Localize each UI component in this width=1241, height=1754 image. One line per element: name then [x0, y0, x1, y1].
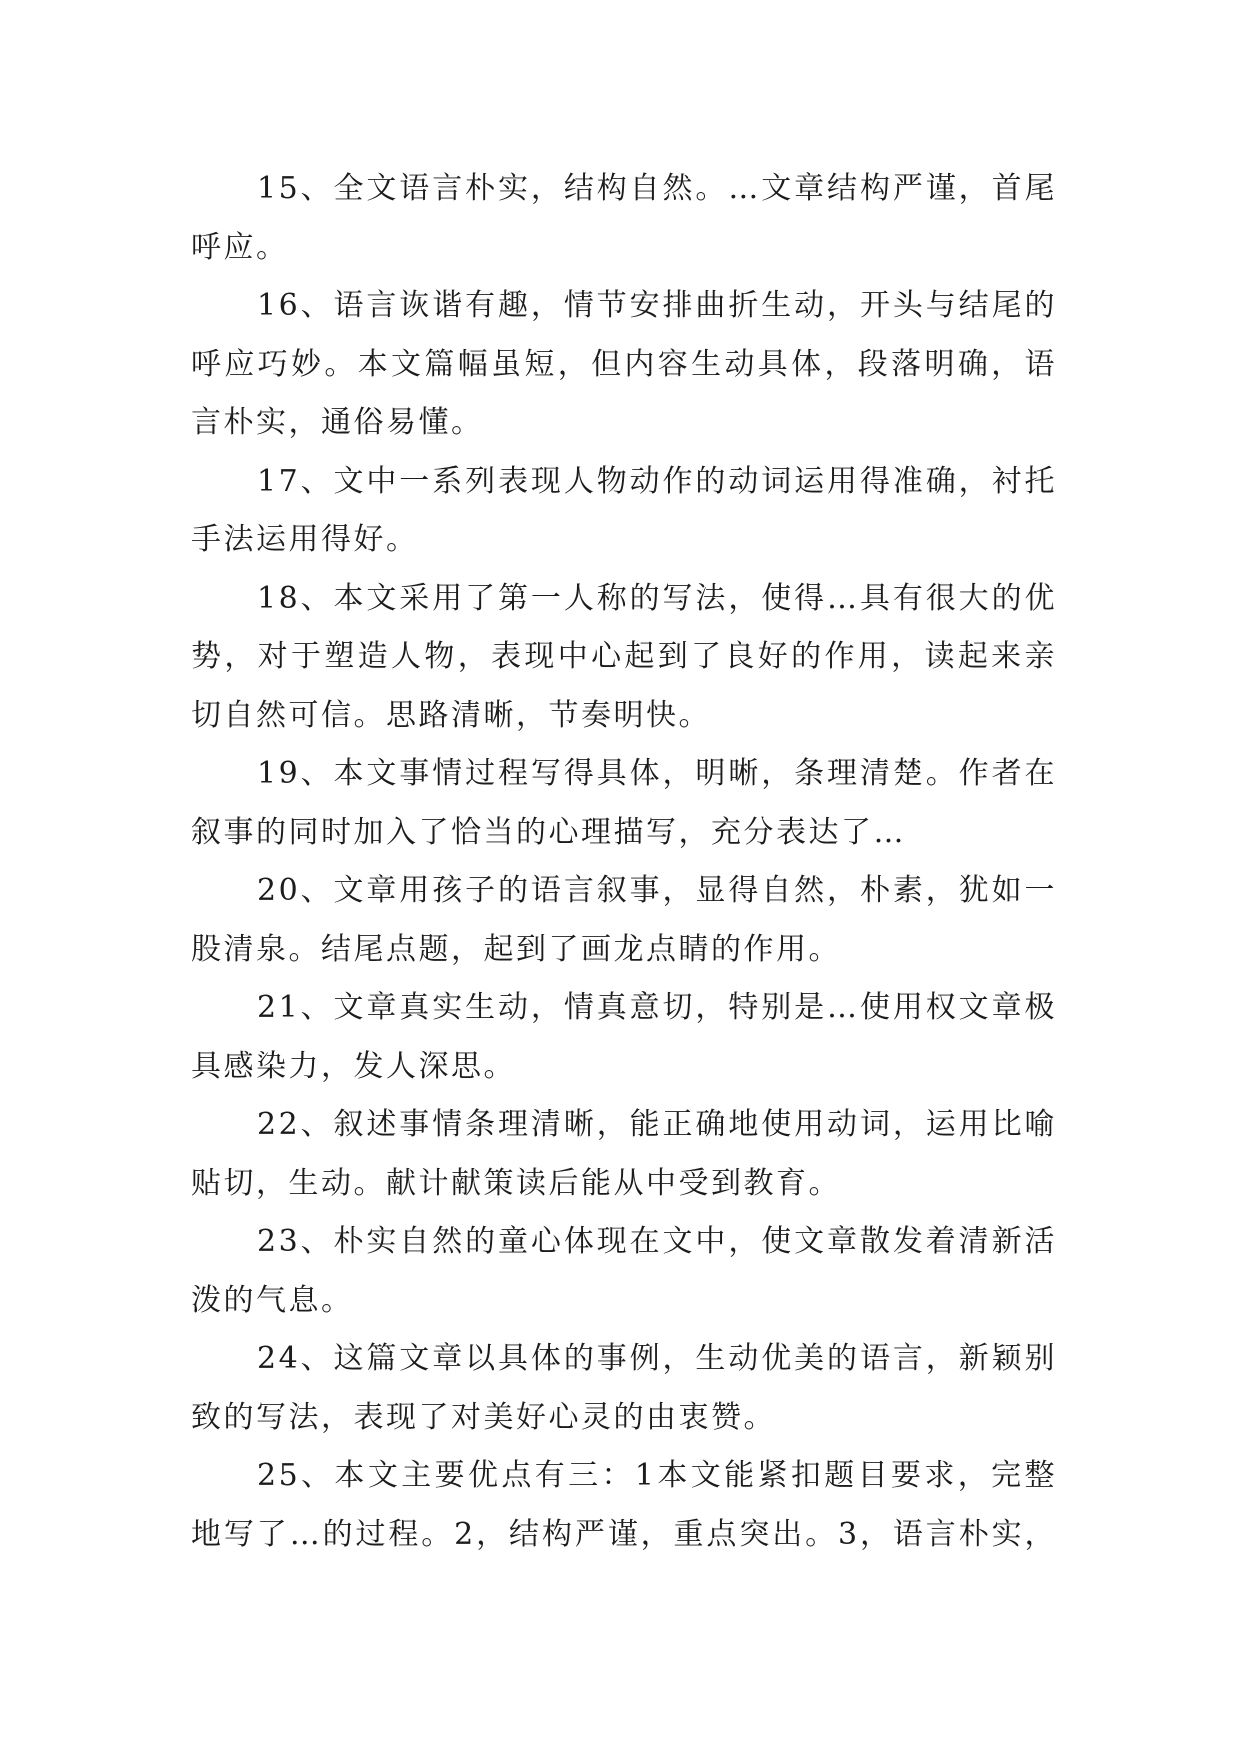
text-line: 16、语言诙谐有趣，情节安排曲折生动，开头与结尾的 — [257, 288, 1057, 323]
text-line: 切自然可信。思路清晰，节奏明快。 — [191, 697, 711, 733]
text-line: 19、本文事情过程写得具体，明晰，条理清楚。作者在 — [257, 756, 1057, 791]
text-line: 言朴实，通俗易懂。 — [191, 405, 484, 440]
text-line: 贴切，生动。献计献策读后能从中受到教育。 — [191, 1165, 841, 1201]
text-line: 具感染力，发人深思。 — [191, 1048, 516, 1084]
text-line: 地写了…的过程。2，结构严谨，重点突出。3，语言朴实， — [191, 1516, 1057, 1552]
paragraph-item-24 — [191, 1330, 1057, 1447]
text-line: 呼应巧妙。本文篇幅虽短，但内容生动具体，段落明确，语 — [191, 346, 1057, 382]
paragraph-item-22 — [191, 1096, 1057, 1213]
text-line: 叙事的同时加入了恰当的心理描写，充分表达了… — [191, 814, 906, 850]
document-body — [191, 160, 1057, 1564]
text-line: 股清泉。结尾点题，起到了画龙点睛的作用。 — [191, 931, 841, 967]
text-line: 22、叙述事情条理清晰，能正确地使用动词，运用比喻 — [257, 1107, 1057, 1142]
paragraph-item-15 — [191, 160, 1057, 277]
paragraph-item-19 — [191, 745, 1057, 862]
text-line: 泼的气息。 — [191, 1282, 354, 1318]
paragraph-item-21 — [191, 979, 1057, 1096]
paragraph-item-17 — [191, 453, 1057, 570]
text-line: 25、本文主要优点有三：1本文能紧扣题目要求，完整 — [257, 1458, 1057, 1493]
text-line: 致的写法，表现了对美好心灵的由衷赞。 — [191, 1399, 776, 1435]
text-line: 24、这篇文章以具体的事例，生动优美的语言，新颖别 — [257, 1341, 1057, 1376]
text-line: 17、文中一系列表现人物动作的动词运用得准确，衬托 — [257, 463, 1057, 499]
paragraph-item-20 — [191, 862, 1057, 979]
paragraph-item-18 — [191, 570, 1057, 746]
text-line: 23、朴实自然的童心体现在文中，使文章散发着清新活 — [257, 1224, 1057, 1259]
text-line: 18、本文采用了第一人称的写法，使得…具有很大的优 — [257, 580, 1057, 616]
paragraph-item-25 — [191, 1447, 1057, 1564]
paragraph-item-16 — [191, 277, 1057, 453]
paragraph-item-23 — [191, 1213, 1057, 1330]
text-line: 21、文章真实生动，情真意切，特别是…使用权文章极 — [257, 990, 1057, 1025]
text-line: 手法运用得好。 — [191, 522, 419, 557]
text-line: 呼应。 — [191, 229, 289, 265]
text-line: 20、文章用孩子的语言叙事，显得自然，朴素，犹如一 — [257, 873, 1057, 908]
text-line: 15、全文语言朴实，结构自然。…文章结构严谨，首尾 — [257, 171, 1057, 206]
text-line: 势，对于塑造人物，表现中心起到了良好的作用，读起来亲 — [191, 639, 1057, 674]
